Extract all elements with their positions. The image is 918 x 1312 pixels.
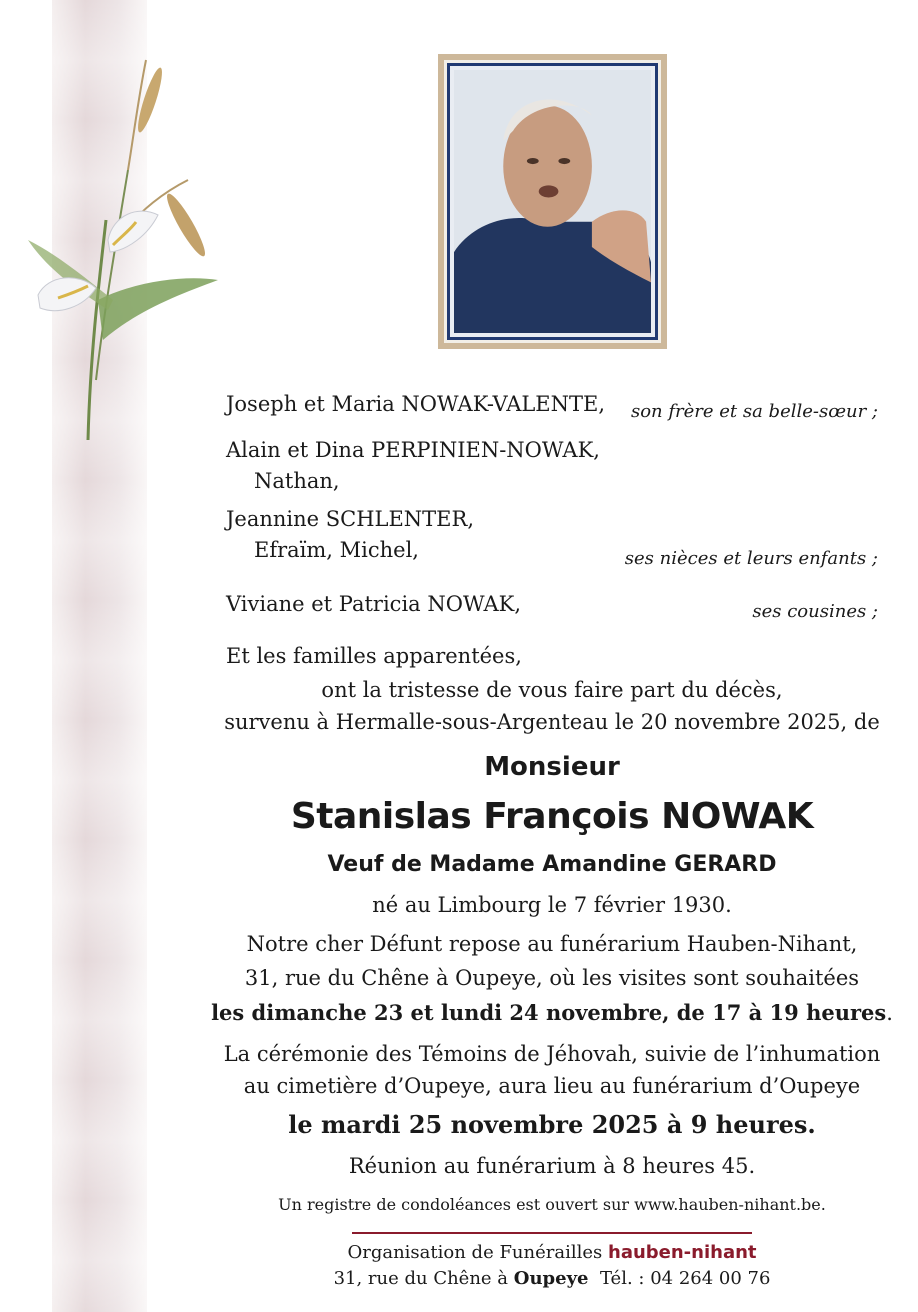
footer-divider bbox=[352, 1232, 752, 1234]
meeting-time: Réunion au funérarium à 8 heures 45. bbox=[348, 1154, 756, 1178]
footer-phone: Tél. : 04 264 00 76 bbox=[599, 1268, 771, 1289]
family-line-alain-dina: Alain et Dina PERPINIEN-NOWAK, bbox=[226, 438, 600, 462]
deceased-name: Stanislas François NOWAK bbox=[290, 796, 814, 837]
deceased-birth: né au Limbourg le 7 février 1930. bbox=[372, 893, 732, 917]
relation-brother: son frère et sa belle-sœur ; bbox=[630, 401, 878, 422]
visits-period: . bbox=[886, 1001, 893, 1025]
footer-org-label: Organisation de Funérailles bbox=[347, 1242, 603, 1263]
family-line-viviane-patricia: Viviane et Patricia NOWAK, bbox=[226, 592, 522, 616]
visits-line3 bbox=[200, 1000, 904, 1025]
family-line-nathan: Nathan, bbox=[254, 469, 340, 493]
relation-cousins: ses cousines ; bbox=[752, 601, 878, 622]
portrait-frame bbox=[438, 54, 667, 349]
family-line-relatives: Et les familles apparentées, bbox=[226, 644, 522, 668]
deceased-widow: Veuf de Madame Amandine GERARD bbox=[327, 852, 777, 877]
visits-dates: les dimanche 23 et lundi 24 novembre, de 17 à 19 heures bbox=[211, 1000, 887, 1025]
condolence-register: Un registre de condoléances est ouvert sur www.hauben-nihant.be. bbox=[278, 1195, 826, 1214]
footer-town: Oupeye bbox=[513, 1268, 589, 1289]
visits-line2: 31, rue du Chêne à Oupeye, où les visites sont souhaitées bbox=[244, 966, 860, 990]
family-line-efraim-michel: Efraïm, Michel, bbox=[254, 538, 419, 562]
deceased-title: Monsieur bbox=[484, 752, 620, 782]
portrait-photo bbox=[454, 70, 651, 333]
visits-line1: Notre cher Défunt repose au funérarium Hauben-Nihant, bbox=[246, 932, 858, 956]
announce-line2: survenu à Hermalle-sous-Argenteau le 20 novembre 2025, de bbox=[224, 710, 880, 734]
ceremony-line2: au cimetière d’Oupeye, aura lieu au funérarium d’Oupeye bbox=[243, 1074, 861, 1098]
footer-address bbox=[200, 1268, 904, 1289]
ceremony-date: le mardi 25 novembre 2025 à 9 heures. bbox=[288, 1110, 816, 1139]
announce-line1: ont la tristesse de vous faire part du décès, bbox=[321, 678, 783, 702]
footer-brand: hauben-nihant bbox=[608, 1242, 757, 1263]
footer-street: 31, rue du Chêne à bbox=[333, 1268, 509, 1289]
family-line-joseph-maria: Joseph et Maria NOWAK-VALENTE, bbox=[226, 392, 606, 416]
relation-nieces: ses nièces et leurs enfants ; bbox=[624, 548, 878, 569]
family-line-jeannine: Jeannine SCHLENTER, bbox=[226, 507, 475, 531]
footer-organisation bbox=[200, 1242, 904, 1263]
ceremony-line1: La cérémonie des Témoins de Jéhovah, suivie de l’inhumation bbox=[223, 1042, 881, 1066]
calla-lily-wheat-illustration bbox=[18, 40, 228, 450]
